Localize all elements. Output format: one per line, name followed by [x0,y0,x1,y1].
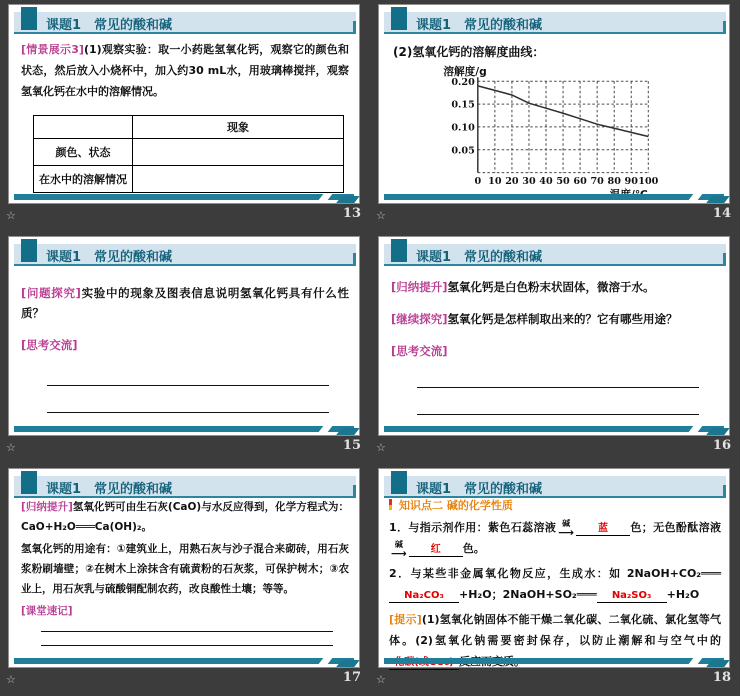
fill-blank-litmus: 蓝 [576,523,630,536]
reaction-arrow-glyph: ⟶ [558,526,575,539]
slide-card [8,468,360,668]
header-end-tick [353,485,356,498]
tag-problem-inquiry: [问题探究] [21,286,81,300]
title-label: 常见的酸和碱 [464,250,543,265]
bottom-bar-corner [706,196,729,203]
summary-text: 氢氧化钙是白色粉末状固体，微溶于水。 [447,280,655,294]
slide-body [387,35,723,193]
bottom-bar-corner [706,660,729,667]
answer-blank-line [41,645,333,646]
bottom-bar [14,194,354,200]
summary-line [391,277,719,297]
svg-text:40: 40 [539,175,553,187]
slide-thumbnail-14[interactable] [370,0,740,232]
reaction-arrow-icon [391,541,407,558]
preparation-paragraph [21,497,349,537]
topic-label: 课题1 [416,250,452,265]
bottom-bar-slash [318,193,333,201]
empty-answer-cell [133,139,344,166]
oxide-mid: +H₂O；2NaOH+SO₂═══ [459,588,597,601]
slide-card [8,236,360,436]
header-accent-square [391,7,407,30]
row-label-color-state: 颜色、状态 [34,139,133,166]
brand-logo-icon: ☆ [6,673,16,686]
hint-text-1: (1)氢氧化钠固体不能干燥二氧化碳、二氧化硫、氯化氢等气体。(2)氢氧化钠需要密封保存，以防止潮解和与空气中的 [389,613,721,647]
solubility-chart-svg [431,63,687,201]
page-number: 15 [342,438,361,453]
bottom-bar-slash [688,657,703,665]
indicator-paragraph [389,517,721,559]
topic-label: 课题1 [46,18,82,33]
experiment-text: (1)观察实验：取一小药匙氢氧化钙，观察它的颜色和状态，然后放入小烧杯中，加入约30 mL水，用玻璃棒搅拌，观察氢氧化钙在水中的溶解情况。 [21,43,349,98]
reaction-arrow-label: 碱 [562,519,571,528]
svg-text:20: 20 [505,175,519,187]
header-end-tick [723,485,726,498]
preparation-text: 氢氧化钙可由生石灰(CaO)与水反应得到，化学方程式为：CaO+H₂O═══Ca(OH)₂。 [21,501,349,533]
slide-body [387,494,723,657]
page-number: 14 [712,206,731,221]
topic-label: 课题1 [416,482,452,497]
tag-think-exchange: [思考交流] [391,344,448,358]
knowledge-point-label: 知识点二 [399,499,443,512]
page-number: 18 [712,670,731,685]
topic-label: 课题1 [46,250,82,265]
header-accent-square [391,239,407,262]
continue-inquiry-line [391,309,719,329]
answer-blank-line [41,631,333,632]
slide-thumbnail-16[interactable] [370,232,740,464]
bottom-bar [384,658,724,664]
header-end-tick [723,21,726,34]
header-end-tick [353,253,356,266]
indicator-pre: 1．与指示剂作用：紫色石蕊溶液 [389,521,557,534]
uses-paragraph: 氢氧化钙的用途有：①建筑业上，用熟石灰与沙子混合来砌砖，用石灰浆粉刷墙壁；②在树木上涂抹含有硫黄粉的石灰浆，可保护树木；③农业上，用石灰乳与硫酸铜配制农药，改良酸性土壤；等等。 [21,543,349,595]
topic-label: 课题1 [416,18,452,33]
svg-text:0.15: 0.15 [451,99,475,111]
slide-body [17,35,353,193]
reaction-arrow-icon [558,520,574,537]
title-label: 常见的酸和碱 [464,482,543,497]
tag-think-exchange: [思考交流] [21,338,78,352]
slide-header-title [46,14,172,33]
slide-card [8,4,360,204]
indicator-end: 色。 [462,542,485,555]
knowledge-point-heading [389,497,721,513]
row-label-dissolution: 在水中的溶解情况 [34,166,133,193]
svg-text:50: 50 [556,175,570,187]
svg-text:溶解度/g: 溶解度/g [443,65,487,79]
tag-summary-improve: [归纳提升] [391,280,448,294]
slide-thumbnail-17[interactable] [0,464,370,696]
slide-card [378,468,730,668]
tag-hint: [提示] [389,613,422,626]
slide-thumbnail-18[interactable] [370,464,740,696]
topic-label: 课题1 [46,482,82,497]
brand-logo-icon: ☆ [376,209,386,222]
slide-body [17,267,353,425]
bottom-bar-slash [688,425,703,433]
header-end-tick [723,253,726,266]
bottom-bar-corner [706,428,729,435]
answer-blank-line [417,387,699,388]
svg-text:0: 0 [474,175,482,187]
brand-logo-icon: ☆ [376,673,386,686]
tag-classroom-notes: [课堂速记] [21,605,73,617]
bottom-bar-corner [336,196,359,203]
svg-text:90: 90 [624,175,638,187]
page-number: 13 [342,206,361,221]
answer-blank-line [47,412,329,413]
bottom-bar-slash [688,193,703,201]
knowledge-point-title: 碱的化学性质 [446,499,513,512]
solubility-chart [431,63,687,201]
tag-summary-improve: [归纳提升] [21,501,73,513]
brand-logo-icon: ☆ [6,209,16,222]
fill-blank-na2co3: Na₂CO₃ [389,590,459,603]
table-header-phenomenon: 现象 [133,116,344,139]
question-line [21,283,349,323]
observation-table [33,115,344,193]
header-accent-square [391,471,407,494]
header-end-tick [353,21,356,34]
title-label: 常见的酸和碱 [94,18,173,33]
svg-text:0.20: 0.20 [451,76,475,88]
slide-body [17,495,353,657]
oxide-reaction-paragraph [389,563,721,605]
svg-text:0.05: 0.05 [451,145,475,157]
indicator-mid: 色；无色酚酞溶液 [630,521,722,534]
knowledge-point-bar-icon [389,499,392,510]
oxide-pre: 2．与某些非金属氧化物反应，生成水：如 2NaOH+CO₂═══ [389,567,721,580]
slide-thumbnail-13[interactable] [0,0,370,232]
bottom-bar [384,194,724,200]
slide-card [378,4,730,204]
continue-inquiry-text: 氢氧化钙是怎样制取出来的？它有哪些用途？ [447,312,678,326]
svg-text:30: 30 [522,175,536,187]
header-accent-square [21,471,37,494]
svg-text:80: 80 [607,175,621,187]
reaction-arrow-label: 碱 [394,540,403,549]
answer-blank-line [47,385,329,386]
solubility-curve-heading: (2)氢氧化钙的溶解度曲线： [393,45,545,59]
classroom-notes-line [21,603,349,618]
bottom-bar [14,426,354,432]
brand-logo-icon: ☆ [376,441,386,454]
slide-card [378,236,730,436]
bottom-bar-corner [336,428,359,435]
tag-continue-inquiry: [继续探究] [391,312,448,326]
title-label: 常见的酸和碱 [94,482,173,497]
slide-header-title [416,246,542,265]
answer-blank-line [417,414,699,415]
bottom-bar-slash [318,425,333,433]
page-number: 16 [712,438,731,453]
table-row [34,116,344,139]
question-text: 实验中的现象及图表信息说明氢氧化钙具有什么性质？ [21,286,349,320]
bottom-bar-corner [336,660,359,667]
table-row [34,166,344,193]
svg-text:0.10: 0.10 [451,122,475,134]
table-corner-cell [34,116,133,139]
oxide-end: +H₂O [666,588,700,601]
bottom-bar [384,426,724,432]
header-accent-square [21,239,37,262]
reaction-arrow-glyph: ⟶ [391,547,407,560]
bottom-bar [14,658,354,664]
svg-text:70: 70 [590,175,604,187]
table-row [34,139,344,166]
svg-text:100: 100 [638,175,659,187]
title-label: 常见的酸和碱 [94,250,173,265]
slide-header-title [416,14,542,33]
page-number: 17 [342,670,361,685]
header-accent-square [21,7,37,30]
title-label: 常见的酸和碱 [464,18,543,33]
slide-body [387,267,723,425]
svg-text:60: 60 [573,175,587,187]
discussion-line [391,341,719,361]
empty-answer-cell [133,166,344,193]
slide-thumbnail-15[interactable] [0,232,370,464]
bottom-bar-slash [318,657,333,665]
fill-blank-na2so3: Na₂SO₃ [597,590,667,603]
experiment-paragraph [21,39,349,102]
discussion-line [21,335,349,355]
svg-text:10: 10 [488,175,502,187]
tag-scene-display: [情景展示3] [21,43,84,56]
slide-header-title [46,246,172,265]
brand-logo-icon: ☆ [6,441,16,454]
fill-blank-phenolphthalein: 红 [409,544,463,557]
